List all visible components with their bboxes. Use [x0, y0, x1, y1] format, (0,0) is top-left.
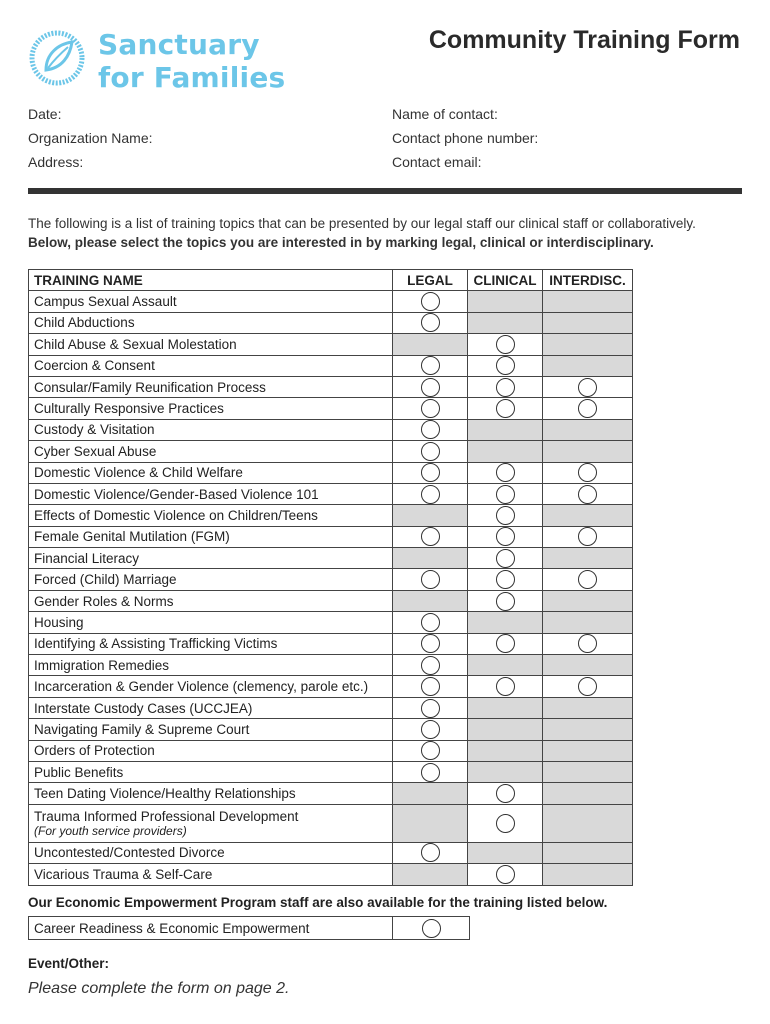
interdisc-cell: [543, 676, 633, 697]
legal-checkbox[interactable]: [421, 463, 440, 482]
clinical-cell: [468, 526, 543, 547]
interdisc-cell: [543, 398, 633, 419]
training-name: Effects of Domestic Violence on Children/Teens: [34, 507, 318, 523]
header-legal: LEGAL: [393, 270, 468, 291]
legal-checkbox[interactable]: [421, 634, 440, 653]
interdisc-checkbox[interactable]: [578, 485, 597, 504]
table-row: [29, 312, 633, 333]
training-name-cell: [29, 526, 393, 547]
training-name: Custody & Visitation: [34, 422, 155, 438]
economic-select-cell: [393, 917, 470, 940]
clinical-cell: [468, 483, 543, 504]
interdisc-checkbox[interactable]: [578, 634, 597, 653]
training-name: Female Genital Mutilation (FGM): [34, 529, 230, 545]
table-row: [29, 917, 470, 940]
legal-cell: [393, 590, 468, 611]
training-name-cell: [29, 441, 393, 462]
clinical-cell: [468, 312, 543, 333]
table-row: [29, 291, 633, 312]
training-name-cell: [29, 419, 393, 440]
legal-cell: [393, 676, 468, 697]
contact-email-field[interactable]: Contact email:: [392, 154, 482, 170]
training-name-cell: [29, 569, 393, 590]
table-row: [29, 697, 633, 718]
clinical-cell: [468, 761, 543, 782]
training-name-cell: [29, 719, 393, 740]
legal-cell: [393, 398, 468, 419]
interdisc-cell: [543, 441, 633, 462]
table-row: [29, 590, 633, 611]
clinical-cell: [468, 633, 543, 654]
interdisc-cell: [543, 842, 633, 863]
interdisc-checkbox[interactable]: [578, 399, 597, 418]
training-name: Interstate Custody Cases (UCCJEA): [34, 700, 253, 716]
table-row: [29, 569, 633, 590]
legal-cell: [393, 505, 468, 526]
legal-cell: [393, 864, 468, 885]
training-name-cell: [29, 312, 393, 333]
training-name: Child Abductions: [34, 315, 135, 331]
clinical-checkbox[interactable]: [496, 506, 515, 525]
table-row: [29, 719, 633, 740]
address-field[interactable]: Address:: [28, 154, 84, 170]
legal-cell: [393, 312, 468, 333]
table-row: [29, 419, 633, 440]
header-interdisc: INTERDISC.: [543, 270, 633, 291]
interdisc-cell: [543, 548, 633, 569]
legal-checkbox[interactable]: [421, 843, 440, 862]
training-name-cell: [29, 398, 393, 419]
training-name: Campus Sexual Assault: [34, 294, 177, 310]
legal-checkbox[interactable]: [421, 485, 440, 504]
clinical-cell: [468, 462, 543, 483]
training-name-cell: [29, 462, 393, 483]
clinical-checkbox[interactable]: [496, 485, 515, 504]
training-name-cell: [29, 291, 393, 312]
legal-cell: [393, 740, 468, 761]
training-name: Immigration Remedies: [34, 657, 170, 673]
training-name: Child Abuse & Sexual Molestation: [34, 336, 237, 352]
table-row: [29, 864, 633, 885]
interdisc-cell: [543, 291, 633, 312]
legal-cell: [393, 783, 468, 804]
legal-cell: [393, 842, 468, 863]
training-name-cell: [29, 376, 393, 397]
interdisc-cell: [543, 312, 633, 333]
clinical-checkbox[interactable]: [496, 634, 515, 653]
interdisc-cell: [543, 376, 633, 397]
legal-checkbox[interactable]: [421, 720, 440, 739]
legal-checkbox[interactable]: [421, 741, 440, 760]
clinical-cell: [468, 783, 543, 804]
training-name-cell: [29, 697, 393, 718]
training-name: Navigating Family & Supreme Court: [34, 721, 250, 737]
clinical-checkbox[interactable]: [496, 399, 515, 418]
training-name-cell: [29, 612, 393, 633]
training-name-cell: [29, 783, 393, 804]
legal-cell: [393, 419, 468, 440]
table-row: [29, 505, 633, 526]
interdisc-cell: [543, 419, 633, 440]
clinical-cell: [468, 569, 543, 590]
interdisc-cell: [543, 569, 633, 590]
table-row: [29, 355, 633, 376]
interdisc-cell: [543, 804, 633, 842]
training-name: Forced (Child) Marriage: [34, 572, 177, 588]
training-name-cell: [29, 761, 393, 782]
clinical-cell: [468, 676, 543, 697]
legal-cell: [393, 612, 468, 633]
clinical-cell: [468, 548, 543, 569]
table-row: [29, 334, 633, 355]
legal-cell: [393, 633, 468, 654]
training-name: Uncontested/Contested Divorce: [34, 845, 225, 861]
training-name: Domestic Violence & Child Welfare: [34, 465, 243, 481]
clinical-checkbox[interactable]: [496, 356, 515, 375]
interdisc-cell: [543, 697, 633, 718]
header-training-name: TRAINING NAME: [29, 270, 393, 291]
legal-checkbox[interactable]: [421, 420, 440, 439]
clinical-checkbox[interactable]: [496, 463, 515, 482]
legal-cell: [393, 376, 468, 397]
legal-cell: [393, 761, 468, 782]
table-row: [29, 398, 633, 419]
contact-name-field[interactable]: Name of contact:: [392, 106, 498, 122]
training-name: Domestic Violence/Gender-Based Violence 101: [34, 486, 319, 502]
training-name: Identifying & Assisting Trafficking Victims: [34, 636, 278, 652]
page-title: Community Training Form: [428, 26, 740, 54]
table-row: [29, 441, 633, 462]
table-row: [29, 526, 633, 547]
legal-checkbox[interactable]: [421, 292, 440, 311]
legal-checkbox[interactable]: [421, 313, 440, 332]
economic-training-name: Career Readiness & Economic Empowerment: [29, 917, 393, 940]
training-name-cell: [29, 334, 393, 355]
date-field[interactable]: Date:: [28, 106, 62, 122]
interdisc-cell: [543, 655, 633, 676]
legal-checkbox[interactable]: [421, 442, 440, 461]
header-clinical: CLINICAL: [468, 270, 543, 291]
training-name-cell: [29, 548, 393, 569]
legal-checkbox[interactable]: [421, 356, 440, 375]
training-name-cell: [29, 483, 393, 504]
training-name: Coercion & Consent: [34, 358, 155, 374]
clinical-cell: [468, 842, 543, 863]
interdisc-cell: [543, 590, 633, 611]
legal-cell: [393, 697, 468, 718]
training-name-cell: [29, 355, 393, 376]
legal-cell: [393, 462, 468, 483]
legal-checkbox[interactable]: [421, 378, 440, 397]
clinical-checkbox[interactable]: [496, 527, 515, 546]
legal-cell: [393, 334, 468, 355]
clinical-cell: [468, 291, 543, 312]
interdisc-checkbox[interactable]: [578, 570, 597, 589]
interdisc-cell: [543, 334, 633, 355]
legal-checkbox[interactable]: [421, 613, 440, 632]
clinical-checkbox[interactable]: [496, 549, 515, 568]
logo-line-1: Sanctuary: [98, 28, 260, 61]
training-name: Gender Roles & Norms: [34, 593, 174, 609]
clinical-checkbox[interactable]: [496, 592, 515, 611]
legal-cell: [393, 441, 468, 462]
interdisc-cell: [543, 526, 633, 547]
training-name: Culturally Responsive Practices: [34, 401, 224, 417]
clinical-checkbox[interactable]: [496, 814, 515, 833]
legal-cell: [393, 655, 468, 676]
training-name-cell: [29, 633, 393, 654]
training-name-subtitle: (For youth service providers): [34, 823, 187, 838]
training-name: Vicarious Trauma & Self-Care: [34, 866, 213, 882]
interdisc-checkbox[interactable]: [578, 463, 597, 482]
training-name: Orders of Protection: [34, 743, 155, 759]
table-row: [29, 612, 633, 633]
interdisc-cell: [543, 761, 633, 782]
legal-cell: [393, 291, 468, 312]
table-row: [29, 676, 633, 697]
legal-cell: [393, 569, 468, 590]
training-name-cell: [29, 740, 393, 761]
legal-cell: [393, 804, 468, 842]
interdisc-cell: [543, 483, 633, 504]
legal-checkbox[interactable]: [421, 527, 440, 546]
table-row: [29, 804, 633, 842]
economic-table: [28, 916, 470, 940]
clinical-cell: [468, 355, 543, 376]
interdisc-cell: [543, 719, 633, 740]
clinical-cell: [468, 864, 543, 885]
table-header-row: [29, 270, 633, 291]
legal-cell: [393, 719, 468, 740]
intro-line-1: The following is a list of training topics that can be presented by our legal staff our clinical staff or collaboratively.: [28, 216, 696, 231]
training-name: Consular/Family Reunification Process: [34, 379, 266, 395]
table-row: [29, 462, 633, 483]
training-name-cell: [29, 864, 393, 885]
organization-field[interactable]: Organization Name:: [28, 130, 153, 146]
clinical-cell: [468, 334, 543, 355]
closing-note: Please complete the form on page 2.: [28, 980, 290, 997]
training-name: Financial Literacy: [34, 550, 140, 566]
interdisc-checkbox[interactable]: [578, 378, 597, 397]
clinical-cell: [468, 612, 543, 633]
clinical-checkbox[interactable]: [496, 570, 515, 589]
training-name-cell: [29, 505, 393, 526]
clinical-cell: [468, 697, 543, 718]
training-name: Teen Dating Violence/Healthy Relationships: [34, 786, 296, 802]
interdisc-cell: [543, 633, 633, 654]
clinical-checkbox[interactable]: [496, 378, 515, 397]
interdisc-cell: [543, 783, 633, 804]
table-row: [29, 740, 633, 761]
interdisc-checkbox[interactable]: [578, 677, 597, 696]
clinical-cell: [468, 398, 543, 419]
legal-checkbox[interactable]: [421, 763, 440, 782]
legal-cell: [393, 548, 468, 569]
clinical-cell: [468, 590, 543, 611]
training-name: Housing: [34, 614, 84, 630]
training-name: Cyber Sexual Abuse: [34, 443, 157, 459]
table-row: [29, 548, 633, 569]
sanctuary-logo: [28, 26, 298, 96]
clinical-checkbox[interactable]: [496, 335, 515, 354]
table-row: [29, 842, 633, 863]
clinical-cell: [468, 419, 543, 440]
section-divider: [28, 188, 742, 194]
clinical-checkbox[interactable]: [496, 865, 515, 884]
intro-line-2: Below, please select the topics you are interested in by marking legal, clinical or interdisciplinary.: [28, 235, 654, 250]
logo-line-2: for Families: [98, 61, 286, 94]
clinical-checkbox[interactable]: [496, 784, 515, 803]
clinical-cell: [468, 505, 543, 526]
training-name-cell: [29, 590, 393, 611]
table-row: [29, 655, 633, 676]
clinical-cell: [468, 655, 543, 676]
legal-checkbox[interactable]: [421, 570, 440, 589]
interdisc-cell: [543, 612, 633, 633]
clinical-cell: [468, 804, 543, 842]
interdisc-cell: [543, 462, 633, 483]
interdisc-cell: [543, 864, 633, 885]
interdisc-cell: [543, 505, 633, 526]
training-name: Public Benefits: [34, 764, 124, 780]
training-name-cell: [29, 804, 393, 842]
clinical-checkbox[interactable]: [496, 677, 515, 696]
intro-text: [28, 214, 748, 252]
training-name-cell: [29, 676, 393, 697]
logo-wordmark: [98, 28, 285, 94]
training-topics-table: [28, 269, 633, 886]
legal-checkbox[interactable]: [421, 677, 440, 696]
clinical-cell: [468, 376, 543, 397]
interdisc-cell: [543, 740, 633, 761]
event-other-label: Event/Other:: [28, 956, 110, 971]
table-row: [29, 376, 633, 397]
economic-select-checkbox[interactable]: [422, 919, 441, 938]
legal-checkbox[interactable]: [421, 656, 440, 675]
clinical-cell: [468, 740, 543, 761]
training-name-cell: [29, 655, 393, 676]
leaf-circle-icon: [28, 26, 86, 90]
clinical-cell: [468, 719, 543, 740]
interdisc-checkbox[interactable]: [578, 527, 597, 546]
legal-cell: [393, 526, 468, 547]
interdisc-cell: [543, 355, 633, 376]
legal-checkbox[interactable]: [421, 399, 440, 418]
training-name-cell: [29, 842, 393, 863]
legal-cell: [393, 483, 468, 504]
clinical-cell: [468, 441, 543, 462]
contact-phone-field[interactable]: Contact phone number:: [392, 130, 539, 146]
table-row: [29, 783, 633, 804]
table-row: [29, 633, 633, 654]
training-name: Incarceration & Gender Violence (clemency, parole etc.): [34, 679, 369, 695]
table-row: [29, 483, 633, 504]
training-name: Trauma Informed Professional Development: [34, 808, 299, 824]
table-row: [29, 761, 633, 782]
economic-heading: Our Economic Empowerment Program staff are also available for the training listed below.: [28, 895, 608, 910]
legal-cell: [393, 355, 468, 376]
legal-checkbox[interactable]: [421, 699, 440, 718]
